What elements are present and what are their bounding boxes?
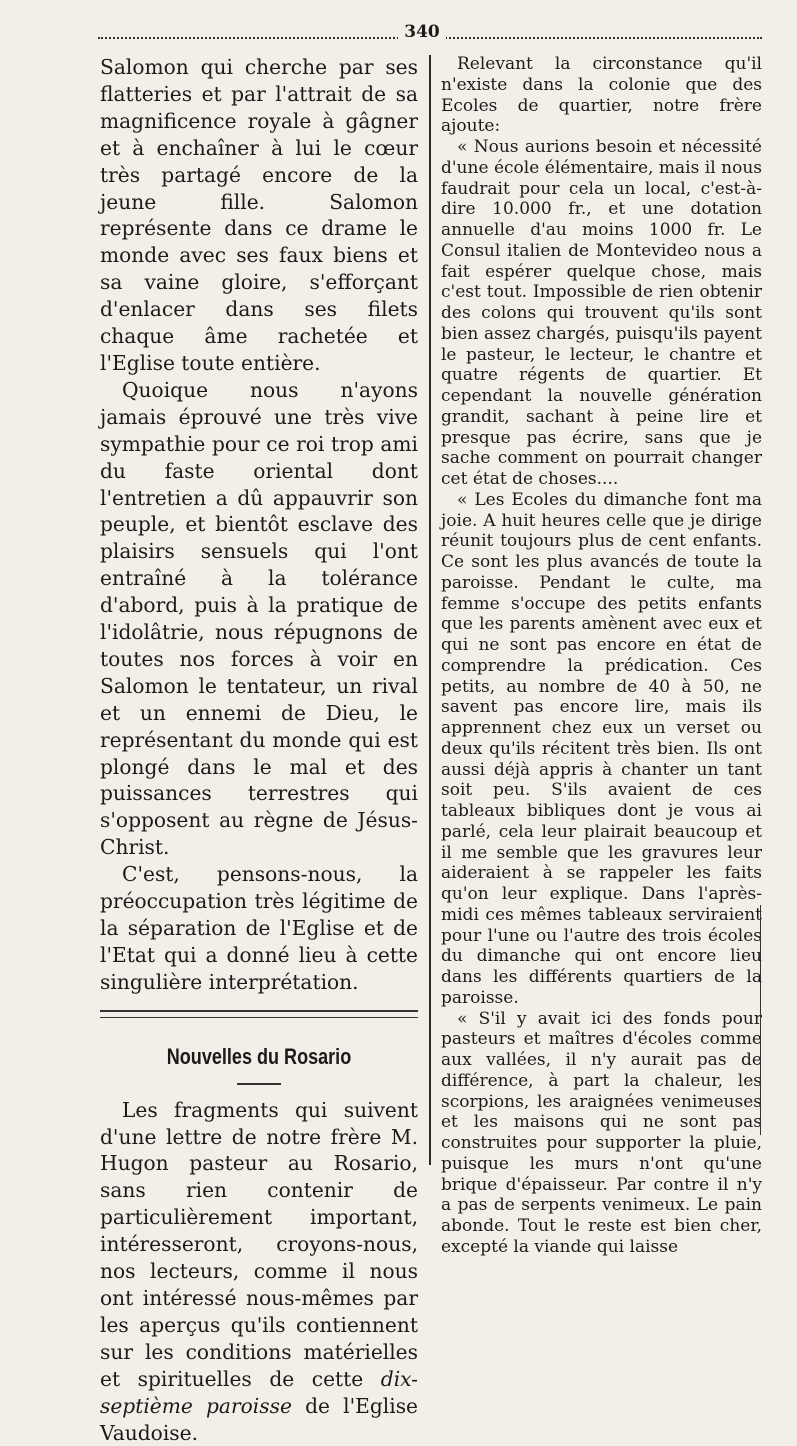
left-column [100,54,418,1446]
section-separator [100,1010,418,1018]
title-dash [237,1083,281,1085]
right-margin-line [760,905,761,1135]
left-paragraph-2: Quoique nous n'ayons jamais éprouvé une très vive sympathie pour ce roi trop ami du faste oriental dont l'entretien a dû appauvrir son peuple, et bientôt esclave des plaisirs sensuels qui l'ont entraîné à la tolérance d'abord, puis à la pratique de l'idolâtrie, nous répugnons de toutes nos forces à voir en Salomon le tentateur, un rival et un ennemi de Dieu, le représentant du monde qui est plongé dans le mal et des puissances terrestres qui s'opposent au règne de Jésus-Christ. [100,377,418,860]
left-paragraph-1: Salomon qui cherche par ses flatteries et par l'attrait de sa magnificence royale à gâgner et à enchaîner à lui le cœur très partagé encore de la jeune fille. Salomon représente dans ce drame le monde avec ses faux biens et sa vaine gloire, s'efforçant d'enlacer dans ses filets chaque âme rachetée et l'Eglise toute entière. [100,55,418,375]
right-paragraph-3: « Les Ecoles du dimanche font ma joie. A huit heures celle que je dirige réunit toujours plus de cent enfants. Ce sont les plus avancés de toute la paroisse. Pendant le culte, ma femme s'occupe des petits enfants que les parents amènent avec eux et qui ne sont pas encore en état de comprendre la prédication. Ces petits, au nombre de 40 à 50, ne savent pas encore lire, mais ils apprennent chez eux un verset ou deux qu'ils récitent très bien. Ils ont aussi déjà appris à chanter un tant soit peu. S'ils avaient de ces tableaux bibliques dont je vous ai parlé, cela leur plairait beaucoup et il me semble que les gravures leur aideraient à se rappeler les faits qu'on leur explique. Dans l'après-midi ces mêmes tableaux serviraient pour l'une ou l'autre des trois écoles du dimanche qui ont encore lieu dans les différents quartiers de la paroisse. [441,489,762,1008]
right-paragraph-1: Relevant la circonstance qu'il n'existe dans la colonie que des Ecoles de quartier, notre frère ajoute: [441,54,762,137]
right-column [441,54,762,1258]
italic-phrase: dix-septième paroisse [100,1366,418,1418]
paragraph-text: Les fragments qui suivent d'une lettre de notre frère M. Hugon pasteur au Rosario, sans rien contenir de particulièrement important, intéresseront, croyons-nous, nos lecteurs, comme il nous ont intéressé nous-mêmes par les aperçus qu'ils contiennent sur les conditions matérielles et spirituelles de cette [100,1097,418,1391]
left-paragraph-4 [100,1097,418,1446]
page-number: 340 [398,22,446,42]
section-title: Nouvelles du Rosario [166,1043,352,1069]
right-paragraph-2: « Nous aurions besoin et nécessité d'une école élémentaire, mais il nous faudrait pour cela un local, c'est-à-dire 10.000 fr., et une dotation annuelle d'au moins 1000 fr. Le Consul italien de Montevideo nous a fait espérer quelque chose, mais c'est tout. Impossible de rien obtenir des colons qui trouvent qu'ils sont bien assez chargés, puisqu'ils payent le pasteur, le lecteur, le chantre et quatre régents de quartier. Et cependant la nouvelle génération grandit, sachant à peine lire et presque pas écrire, sans que je sache comment on pourrait changer cet état de choses.... [441,137,762,489]
paragraph-text-end: de l'Eglise Vaudoise. [100,1393,419,1445]
left-paragraph-3: C'est, pensons-nous, la préoccupation très légitime de la séparation de l'Eglise et de l'Etat qui a donné lieu à cette singulière interprétation. [100,862,418,994]
column-divider [429,55,431,1165]
right-paragraph-4: « S'il y avait ici des fonds pour pasteurs et maîtres d'écoles comme aux vallées, il n'y aurait pas de différence, à part la chaleur, les scorpions, les araignées venimeuses et les maisons qui ne sont pas construites pour supporter la pluie, puisque les murs n'ont qu'une brique d'épaisseur. Par contre il n'y a pas de serpents venimeux. Le pain abonde. Tout le reste est bien cher, excepté la viande qui laisse [441,1008,762,1257]
